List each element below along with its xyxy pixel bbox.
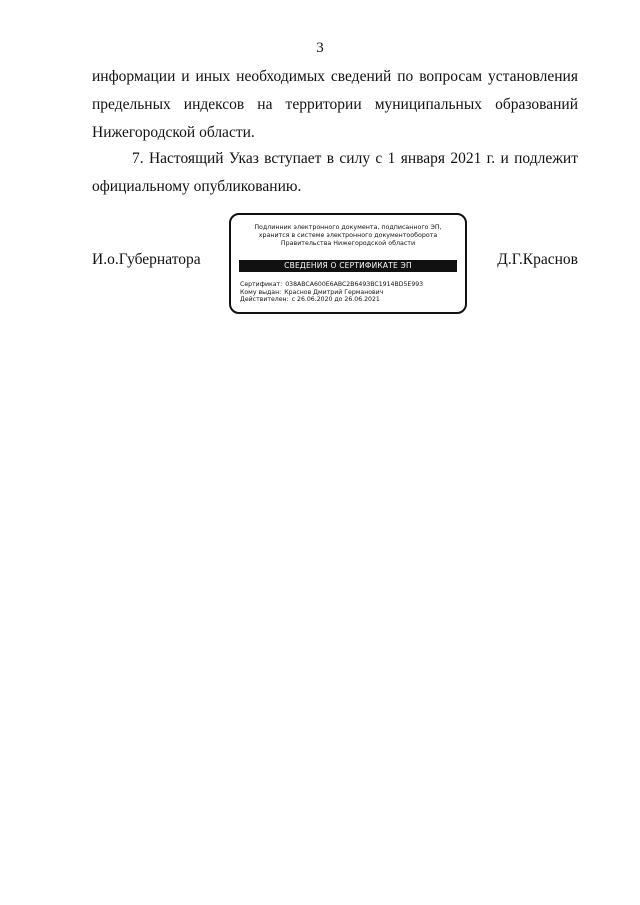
owner-value: Краснов Дмитрий Германович — [284, 288, 384, 296]
paragraph-continuation — [92, 63, 578, 147]
text-line: официальному опубликованию. — [92, 178, 302, 195]
text-line: Нижегородской области. — [92, 124, 255, 141]
signatory-name: Д.Г.Краснов — [497, 251, 578, 268]
validity-row — [240, 296, 423, 304]
validity-label: Действителен: — [240, 296, 289, 303]
stamp-header-line: хранится в системе электронного документооборота — [258, 232, 438, 239]
text-line: предельных индексов на территории муниципальных образований — [92, 96, 578, 113]
certificate-row — [240, 281, 423, 289]
stamp-header-line: Подлинник электронного документа, подписанного ЭП, — [254, 224, 442, 231]
validity-value: с 26.06.2020 до 26.06.2021 — [291, 296, 380, 303]
stamp-header-line: Правительства Нижегородской области — [280, 240, 416, 247]
text-line: информации и иных необходимых сведений по вопросам установления — [92, 68, 578, 85]
certificate-value: 038ABCA600E6ABC2B649ЗBC1914BD5E993 — [285, 281, 424, 288]
electronic-signature-stamp — [229, 213, 467, 314]
stamp-title: СВЕДЕНИЯ О СЕРТИФИКАТЕ ЭП — [239, 260, 457, 272]
owner-row — [240, 289, 423, 297]
stamp-details — [240, 281, 423, 304]
certificate-label: Сертификат: — [240, 281, 283, 288]
owner-label: Кому выдан: — [240, 288, 282, 296]
paragraph-item-7 — [92, 145, 578, 201]
text-line: 7. Настоящий Указ вступает в силу с 1 января 2021 г. и подлежит — [132, 150, 578, 167]
page-number: 3 — [316, 40, 324, 56]
stamp-header — [231, 224, 465, 248]
signatory-position: И.о.Губернатора — [92, 251, 201, 268]
